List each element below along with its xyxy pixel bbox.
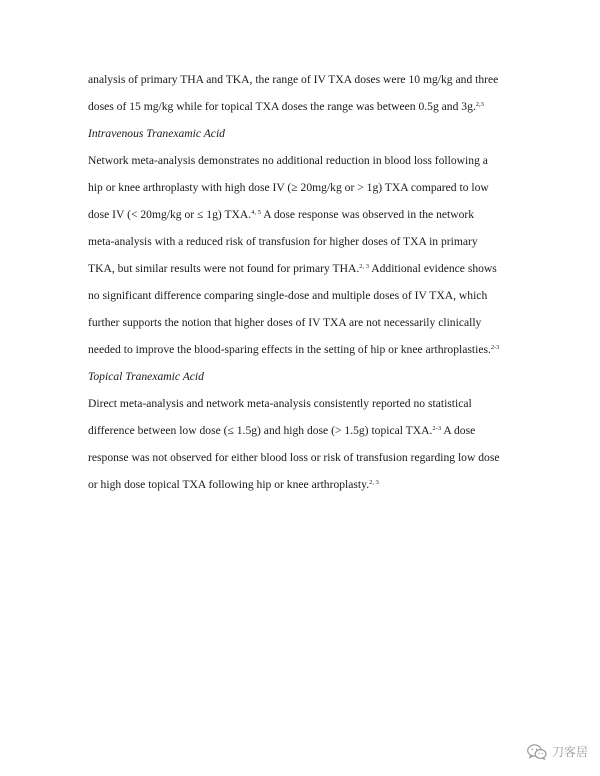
wechat-icon (527, 744, 547, 760)
citation-superscript: 2, 3 (359, 263, 369, 270)
section-heading-intravenous: Intravenous Tranexamic Acid (88, 127, 225, 140)
citation-superscript: 4, 5 (251, 209, 261, 216)
text-line: further supports the notion that higher doses of IV TXA are not necessarily clinically (88, 316, 482, 329)
watermark (527, 743, 588, 760)
text-line: Direct meta-analysis and network meta-analysis consistently reported no statistical (88, 397, 472, 410)
text-run: TKA, but similar results were not found for primary THA. (88, 262, 360, 275)
text-run: dose IV (< 20mg/kg or ≤ 1g) TXA. (88, 208, 252, 221)
text-line: response was not observed for either blood loss or risk of transfusion regarding low dose (88, 451, 500, 464)
text-run: needed to improve the blood-sparing effects in the setting of hip or knee arthroplasties. (88, 343, 491, 356)
text-run: difference between low dose (≤ 1.5g) and high dose (> 1.5g) topical TXA. (88, 424, 433, 437)
text-line (88, 471, 528, 498)
text-line (88, 417, 528, 444)
citation-superscript: 2,3 (475, 101, 484, 108)
section-heading-topical: Topical Tranexamic Acid (88, 370, 204, 383)
text-run: or high dose topical TXA following hip or knee arthroplasty. (88, 478, 370, 491)
citation-superscript: 2-3 (490, 344, 500, 351)
text-line (88, 336, 528, 363)
paragraph-topical (88, 390, 528, 498)
text-line (88, 201, 528, 228)
document-body (88, 66, 528, 498)
citation-superscript: 2-3 (432, 425, 442, 432)
paragraph-intro (88, 66, 528, 120)
paragraph-intravenous (88, 147, 528, 363)
text-line (88, 255, 528, 282)
text-run: A dose response was observed in the network (260, 208, 475, 221)
text-line: analysis of primary THA and TKA, the range of IV TXA doses were 10 mg/kg and three (88, 73, 499, 86)
text-run: doses of 15 mg/kg while for topical TXA doses the range was between 0.5g and 3g. (88, 100, 476, 113)
text-line: Network meta-analysis demonstrates no additional reduction in blood loss following a (88, 154, 488, 167)
text-line: no significant difference comparing single-dose and multiple doses of IV TXA, which (88, 289, 488, 302)
text-line (88, 93, 528, 120)
text-run: A dose (441, 424, 476, 437)
text-run: Additional evidence shows (368, 262, 497, 275)
watermark-label: 刀客居 (551, 745, 588, 759)
citation-superscript: 2, 3 (369, 479, 379, 486)
text-line: hip or knee arthroplasty with high dose IV (≥ 20mg/kg or > 1g) TXA compared to low (88, 181, 489, 194)
text-line: meta-analysis with a reduced risk of transfusion for higher doses of TXA in primary (88, 235, 478, 248)
